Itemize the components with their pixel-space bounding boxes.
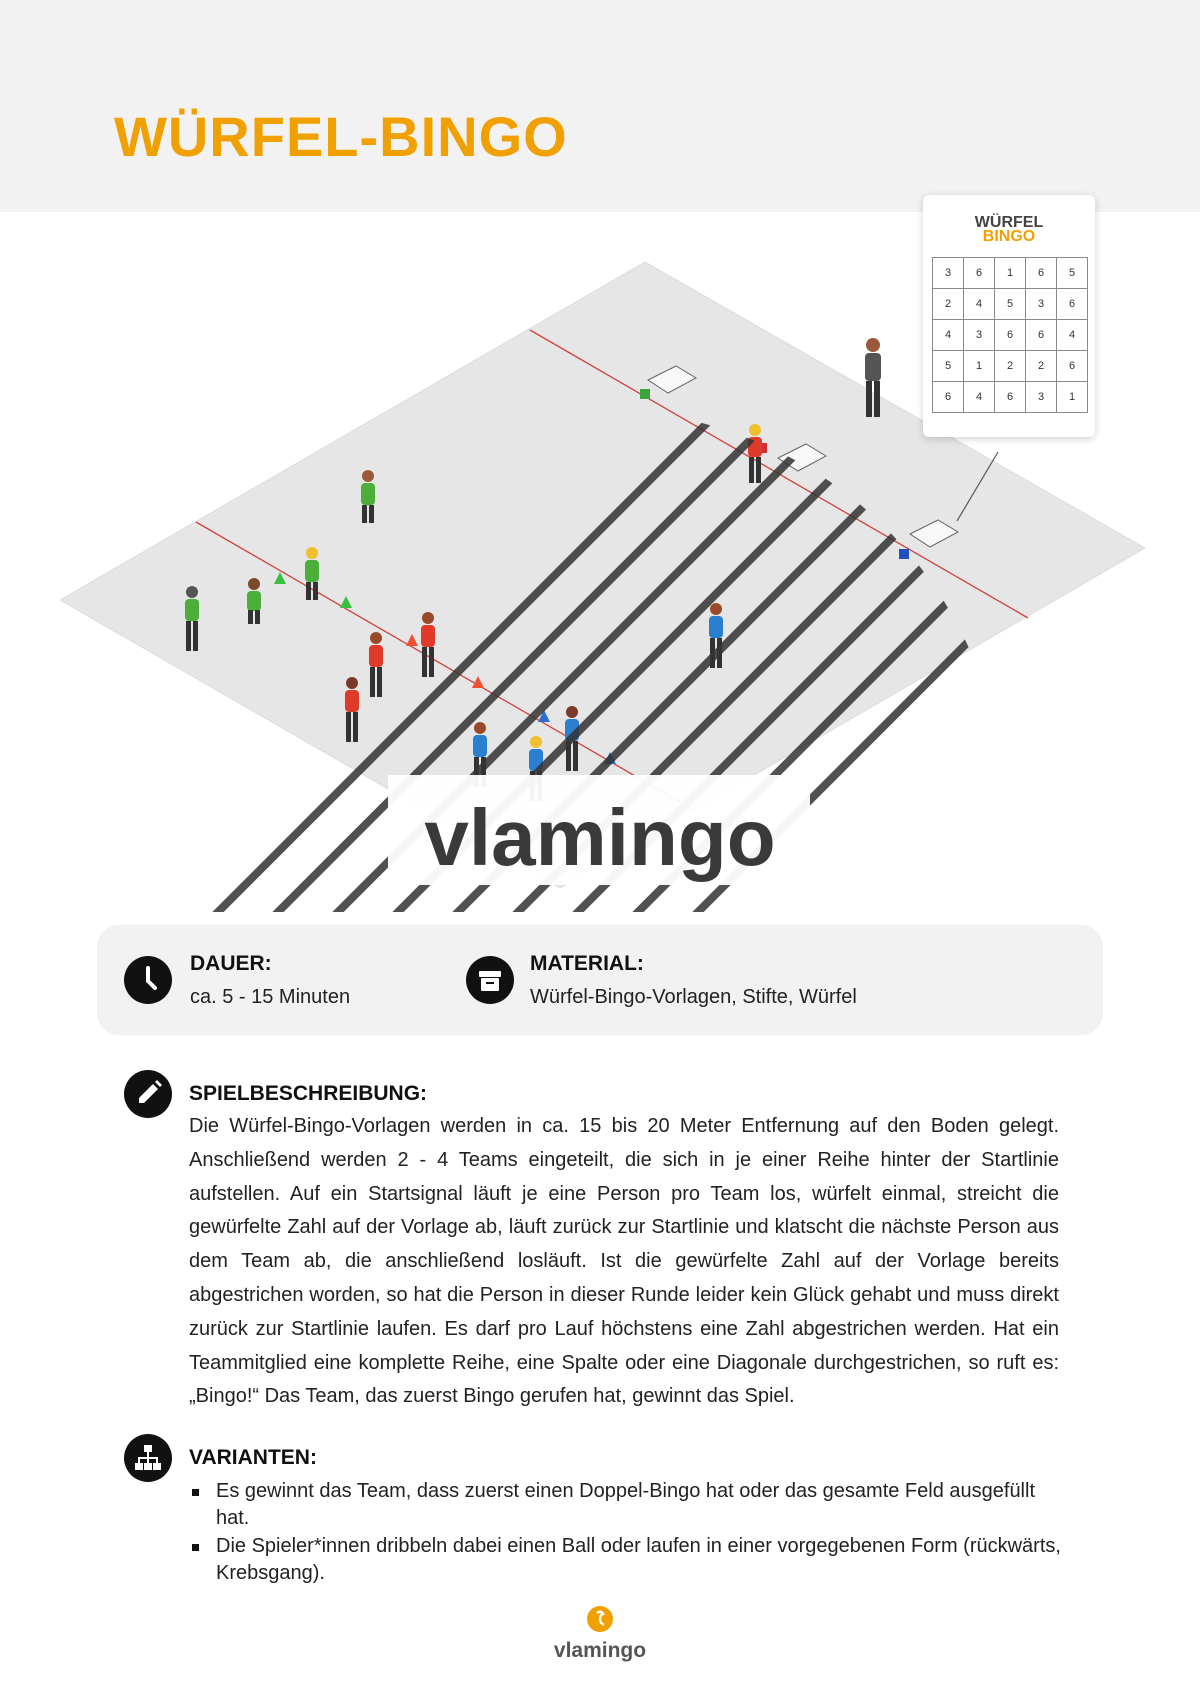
material-label: MATERIAL:	[530, 952, 644, 975]
bingo-card-title: WÜRFEL	[974, 214, 1044, 231]
grid-cell: 3	[1026, 289, 1057, 320]
watermark-logo: vlamingo	[424, 793, 776, 882]
grid-cell: 4	[964, 289, 995, 320]
variants-heading: VARIANTEN:	[189, 1446, 317, 1469]
dice-blue	[899, 549, 909, 559]
grid-cell: 6	[1026, 258, 1057, 289]
grid-cell: 6	[1057, 289, 1088, 320]
info-box	[97, 925, 1103, 1035]
grid-cell: 3	[964, 320, 995, 351]
grid-cell: 6	[964, 258, 995, 289]
grid-row	[933, 351, 1088, 382]
grid-cell: 6	[995, 382, 1026, 413]
grid-cell: 1	[1057, 382, 1088, 413]
flamingo-logo-icon	[550, 1605, 650, 1639]
bingo-grid	[932, 257, 1088, 413]
grid-cell: 5	[933, 351, 964, 382]
grid-cell: 3	[1026, 382, 1057, 413]
grid-cell: 2	[933, 289, 964, 320]
grid-cell: 2	[995, 351, 1026, 382]
description-heading: SPIELBESCHREIBUNG:	[189, 1082, 428, 1105]
duration-value: ca. 5 - 15 Minuten	[190, 986, 351, 1008]
dice-green	[640, 389, 650, 399]
bingo-card-inset	[923, 195, 1095, 437]
hierarchy-icon	[124, 1434, 172, 1482]
grid-row	[933, 289, 1088, 320]
footer-brand: vlamingo	[553, 1639, 647, 1662]
box-icon	[466, 956, 514, 1004]
pencil-icon	[124, 1070, 172, 1118]
grid-cell: 6	[1057, 351, 1088, 382]
grid-cell: 2	[1026, 351, 1057, 382]
footer-logo	[550, 1605, 650, 1665]
duration-label: DAUER:	[190, 952, 272, 975]
grid-cell: 5	[995, 289, 1026, 320]
grid-cell: 4	[933, 320, 964, 351]
grid-cell: 6	[933, 382, 964, 413]
grid-cell: 6	[995, 320, 1026, 351]
grid-cell: 5	[1057, 258, 1088, 289]
description-text: Die Würfel-Bingo-Vorlagen werden in ca. 15 bis 20 Meter Entfernung auf den Boden gelegt. Anschließend werden 2 - 4 Teams eingeteilt, die sich in je einer Reihe hinter der Startlinie aufstellen. Auf ein Startsignal läuft je eine Person pro Team los, würfelt einmal, streicht die gewürfelte Zahl auf der Vorlage ab, läuft zurück zur Startlinie und klatscht die nächste Person aus dem Team ab, die anschließend losläuft. Ist die gewürfelte Zahl auf der Vorlage bereits abgestrichen worden, so hat die Person in dieser Runde leider kein Glück gehabt und muss direkt zurück zur Startlinie laufen. Es darf pro Lauf höchstens eine Zahl abgestrichen werden. Hat ein Teammitglied eine komplette Reihe, eine Spalte oder eine Diagonale durchgestrichen, so ruft es: „Bingo!“ Das Team, das zuerst Bingo gerufen hat, gewinnt das Spiel.	[189, 1115, 1059, 1408]
grid-cell: 6	[1026, 320, 1057, 351]
variants-list	[189, 1478, 1069, 1588]
grid-cell: 1	[995, 258, 1026, 289]
clock-icon	[124, 956, 172, 1004]
bingo-card-subtitle: BINGO	[982, 228, 1036, 245]
grid-cell: 4	[964, 382, 995, 413]
material-value: Würfel-Bingo-Vorlagen, Stifte, Würfel	[530, 986, 857, 1008]
grid-row	[933, 258, 1088, 289]
grid-cell: 4	[1057, 320, 1088, 351]
grid-cell: 1	[964, 351, 995, 382]
grid-cell: 3	[933, 258, 964, 289]
list-item: Es gewinnt das Team, dass zuerst einen Doppel-Bingo hat oder das gesamte Feld ausgefüllt hat.	[189, 1478, 1069, 1532]
grid-row	[933, 382, 1088, 413]
grid-row	[933, 320, 1088, 351]
page-title: WÜRFEL-BINGO	[114, 105, 568, 168]
list-item: Die Spieler*innen dribbeln dabei einen Ball oder laufen in einer vorgegebenen Form (rückwärts, Krebsgang).	[189, 1533, 1069, 1587]
